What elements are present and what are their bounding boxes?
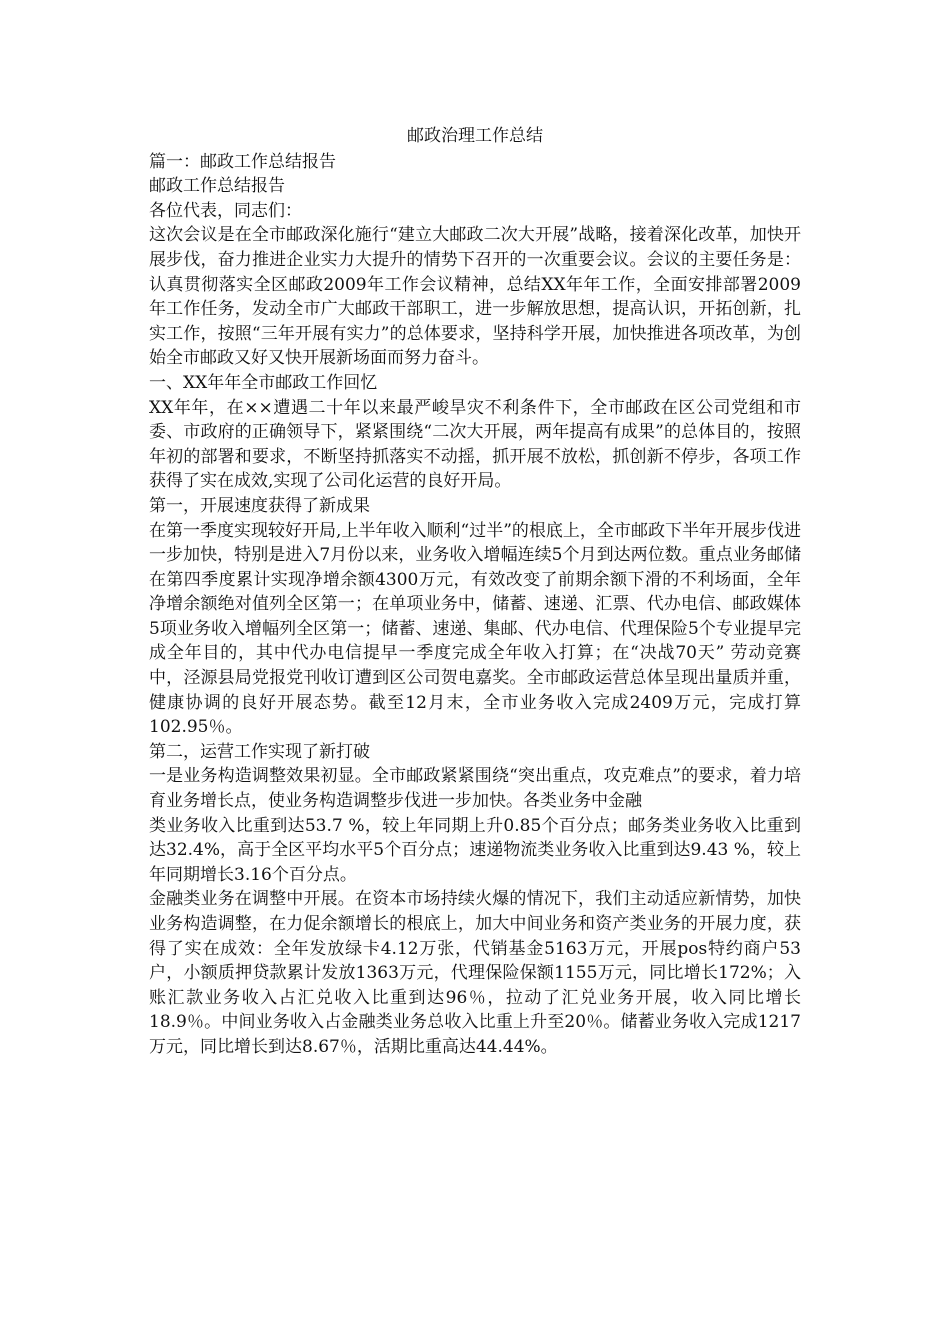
paragraph-year-review: XX年年，在××遭遇二十年以来最严峻旱灾不利条件下，全市邮政在区公司党组和市委、市政府的正确领导下，紧紧围绕“二次大开展，两年提高有成果”的总体目的，按照年初的部署和要求，不断坚持抓落实不动摇，抓开展不放松，抓创新不停步，各项工作获得了实在成效,实现了公司化运营的良好开局。 bbox=[149, 397, 801, 492]
paragraph-salutation: 各位代表，同志们： bbox=[149, 200, 302, 221]
paragraph-heading-part-one: 篇一：邮政工作总结报告 bbox=[149, 151, 336, 172]
paragraph-growth-results: 在第一季度实现较好开局,上半年收入顺利“过半”的根底上，全市邮政下半年开展步伐进一步加快，特别是进入7月份以来，业务收入增幅连续5个月到达两位数。重点业务邮储在第四季度累计实现净增余额4300万元，有效改变了前期余额下滑的不利场面，全年净增余额绝对值列全区第一；在单项业务中，储蓄、速递、汇票、代办电信、邮政媒体5项业务收入增幅列全区第一；储蓄、速递、集邮、代办电信、代理保险5个专业提早完成全年目的，其中代办电信提早一季度完成全年收入打算；在“决战70天” 劳动竞赛中，泾源县局党报党刊收订遭到区公司贺电嘉奖。全市邮政运营总体呈现出量质并重，健康协调的良好开展态势。截至12月末，全市业务收入完成2409万元，完成打算102.95％。 bbox=[149, 520, 801, 738]
paragraph-report-title: 邮政工作总结报告 bbox=[149, 176, 285, 197]
paragraph-subheading-two: 第二，运营工作实现了新打破 bbox=[149, 741, 370, 762]
paragraph-meeting-intro: 这次会议是在全市邮政深化施行“建立大邮政二次大开展”战略，接着深化改革，加快开展步伐，奋力推进企业实力大提升的情势下召开的一次重要会议。会议的主要任务是：认真贯彻落实全区邮政2009年工作会议精神，总结XX年年工作，全面安排部署2009年工作任务，发动全市广大邮政干部职工，进一步解放思想，提高认识，开拓创新，扎实工作，按照“三年开展有实力”的总体要求，坚持科学开展，加快推进各项改革，为创始全市邮政又好又快开展新场面而努力奋斗。 bbox=[149, 225, 801, 369]
paragraph-structure-adjustment: 一是业务构造调整效果初显。全市邮政紧紧围绕“突出重点，攻克难点”的要求，着力培育业务增长点，使业务构造调整步伐进一步加快。各类业务中金融 bbox=[149, 766, 801, 812]
paragraph-revenue-ratios: 类业务收入比重到达53.7 %，较上年同期上升0.85个百分点；邮务类业务收入比重到达32.4%，高于全区平均水平5个百分点；速递物流类业务收入比重到达9.43 %，较上年同期增长3.16个百分点。 bbox=[149, 815, 801, 885]
document-title: 邮政治理工作总结 bbox=[407, 126, 543, 146]
document-page bbox=[149, 124, 801, 1060]
paragraph-section-one-heading: 一、XX年年全市邮政工作回忆 bbox=[149, 372, 378, 393]
paragraph-finance-business: 金融类业务在调整中开展。在资本市场持续火爆的情况下，我们主动适应新情势，加快业务构造调整，在力促余额增长的根底上，加大中间业务和资产类业务的开展力度，获得了实在成效：全年发放绿卡4.12万张，代销基金5163万元，开展pos特约商户53户，小额质押贷款累计发放1363万元，代理保险保额1155万元，同比增长172%；入账汇款业务收入占汇兑收入比重到达96％，拉动了汇兑业务开展，收入同比增长18.9％。中间业务收入占金融类业务总收入比重上升至20％。储蓄业务收入完成1217万元，同比增长到达8.67％，活期比重高达44.44%。 bbox=[149, 889, 801, 1057]
paragraph-subheading-one: 第一，开展速度获得了新成果 bbox=[149, 495, 370, 516]
